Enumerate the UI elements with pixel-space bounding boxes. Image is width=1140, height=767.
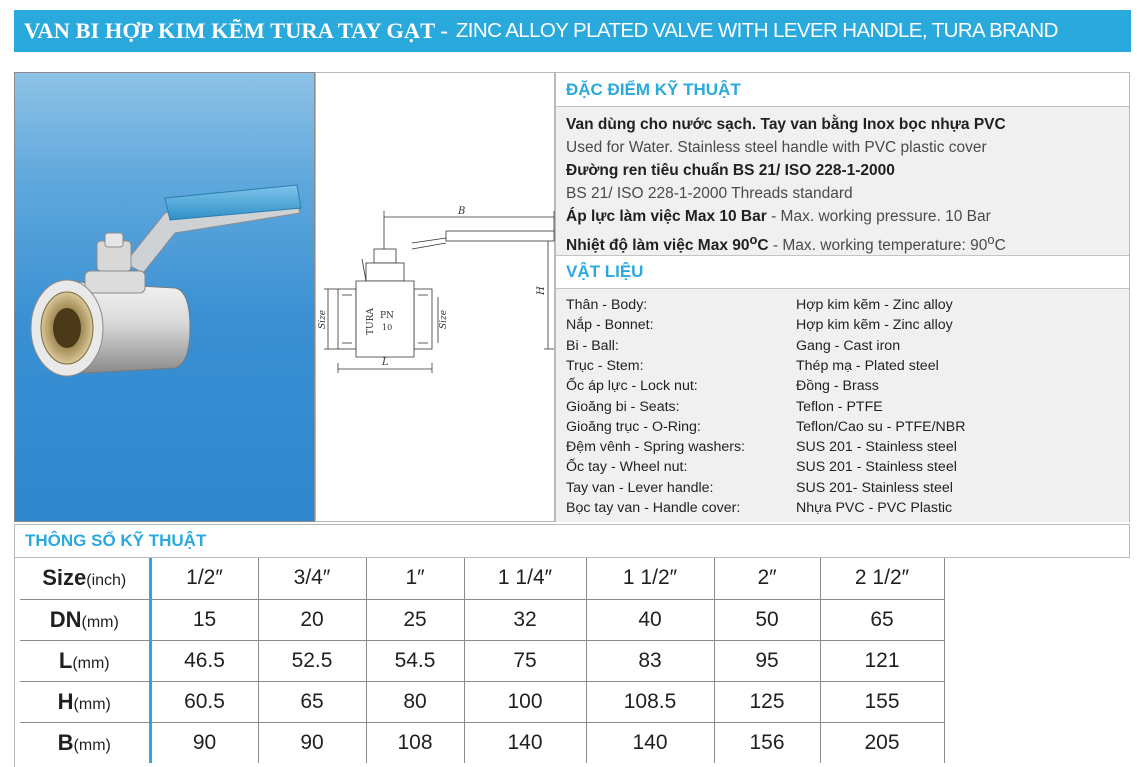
spec-cell: 2″ [714,558,820,599]
material-value: Hợp kim kẽm - Zinc alloy [796,317,953,334]
spec-cell: 205 [820,722,944,763]
spec-cell: 65 [258,681,366,722]
spec-row [20,681,944,722]
spec-row [20,722,944,763]
spec-row-label: L(mm) [20,640,150,681]
material-part: Ốc áp lực - Lock nut: [566,378,698,395]
body-pn-value: 10 [382,323,393,332]
spec-cell: 90 [150,722,258,763]
material-part: Gioăng trục - O-Ring: [566,418,701,435]
spec-cell: 65 [820,599,944,640]
spec-cell: 90 [258,722,366,763]
body-brand-text: TURA [366,308,376,335]
spec-cell: 40 [586,599,714,640]
spec-cell: 20 [258,599,366,640]
spec-cell: 3/4″ [258,558,366,599]
spec-cell: 15 [150,599,258,640]
feature-4-vn: Nhiệt độ làm việc Max 90$^o$C [566,232,769,255]
spec-cell: 108 [366,722,464,763]
spec-cell: 52.5 [258,640,366,681]
dim-label-l: L [382,357,389,368]
material-value: Nhựa PVC - PVC Plastic [796,500,953,516]
spec-row [20,640,944,681]
spec-cell: 2 1/2″ [820,558,944,599]
spec-cell: 50 [714,599,820,640]
material-part: Gioăng bi - Seats: [566,398,680,415]
material-part: Trục - Stem: [566,357,644,374]
spec-table [20,558,945,763]
material-part: Nắp - Bonnet: [566,317,654,334]
spec-cell: 80 [366,681,464,722]
spec-row-label: B(mm) [20,722,150,763]
body-pn-text: PN [380,311,394,321]
spec-cell: 140 [586,722,714,763]
feature-2-vn: Đường ren tiêu chuẩn BS 21/ ISO 228-1-2000 [566,162,895,179]
spec-cell: 32 [464,599,586,640]
material-value: SUS 201- Stainless steel [796,479,953,496]
spec-cell: 75 [464,640,586,681]
feature-1-vn: Van dùng cho nước sạch. Tay van bằng Inox bọc nhựa PVC [566,116,1006,133]
spec-cell: 1″ [366,558,464,599]
spec-cell: 155 [820,681,944,722]
material-part: Tay van - Lever handle: [566,479,714,496]
feature-3-en: - Max. working pressure. 10 Bar [766,208,991,225]
product-photo [14,72,315,522]
material-value: Đồng - Brass [796,378,879,395]
spec-row [20,599,944,640]
ball-valve-photo [15,73,314,521]
spec-cell: 46.5 [150,640,258,681]
spec-cell: 60.5 [150,681,258,722]
spec-cell: 108.5 [586,681,714,722]
title-en: ZINC ALLOY PLATED VALVE WITH LEVER HANDLE, TURA BRAND [455,19,1058,42]
material-part: Bi - Ball: [566,337,619,354]
material-part: Thân - Body: [566,297,648,313]
material-value: Gang - Cast iron [796,337,901,354]
dim-label-size-right: Size [439,309,449,329]
material-value: Teflon - PTFE [796,398,883,415]
feature-3-vn: Áp lực làm việc Max 10 Bar [566,208,767,225]
spec-row-label: Size(inch) [20,558,150,599]
spec-cell: 95 [714,640,820,681]
feature-4-en: - Max. working temperature: 90$^o$C [768,232,1006,255]
material-part: Đệm vênh - Spring washers: [566,439,745,456]
title-vn: VAN BI HỢP KIM KẼM TURA TAY GẠT - [24,18,448,43]
valve-dimension-drawing [316,73,556,521]
spec-cell: 1 1/4″ [464,558,586,599]
material-value: SUS 201 - Stainless steel [796,459,957,476]
spec-cell: 121 [820,640,944,681]
spec-cell: 25 [366,599,464,640]
spec-cell: 83 [586,640,714,681]
spec-cell: 140 [464,722,586,763]
material-part: Ốc tay - Wheel nut: [566,459,688,476]
features-body [556,107,1129,255]
dim-label-h: H [536,286,547,295]
material-value: Teflon/Cao su - PTFE/NBR [796,418,966,435]
materials-body [556,289,1129,522]
material-value: Thép mạ - Plated steel [796,357,939,374]
features-heading: ĐẶC ĐIỂM KỸ THUẬT [556,73,1129,107]
feature-1-en: Used for Water. Stainless steel handle with PVC plastic cover [566,139,987,156]
spec-row-label: DN(mm) [20,599,150,640]
feature-2-en: BS 21/ ISO 228-1-2000 Threads standard [566,185,853,202]
spec-cell: 1 1/2″ [586,558,714,599]
spec-row [20,558,944,599]
dim-label-size-left: Size [318,309,328,329]
spec-cell: 125 [714,681,820,722]
material-part: Bọc tay van - Handle cover: [566,500,741,516]
dim-label-b: B [458,206,466,217]
spec-row-label: H(mm) [20,681,150,722]
spec-cell: 54.5 [366,640,464,681]
title-banner [14,10,1131,52]
technical-drawing [315,72,555,522]
spec-cell: 156 [714,722,820,763]
material-value: Hợp kim kẽm - Zinc alloy [796,297,953,313]
material-value: SUS 201 - Stainless steel [796,439,957,456]
spec-cell: 1/2″ [150,558,258,599]
materials-heading: VẬT LIỆU [556,255,1129,289]
spec-panel [555,72,1130,522]
spec-cell: 100 [464,681,586,722]
spec-table-heading: THÔNG SỐ KỸ THUẬT [14,524,1130,558]
